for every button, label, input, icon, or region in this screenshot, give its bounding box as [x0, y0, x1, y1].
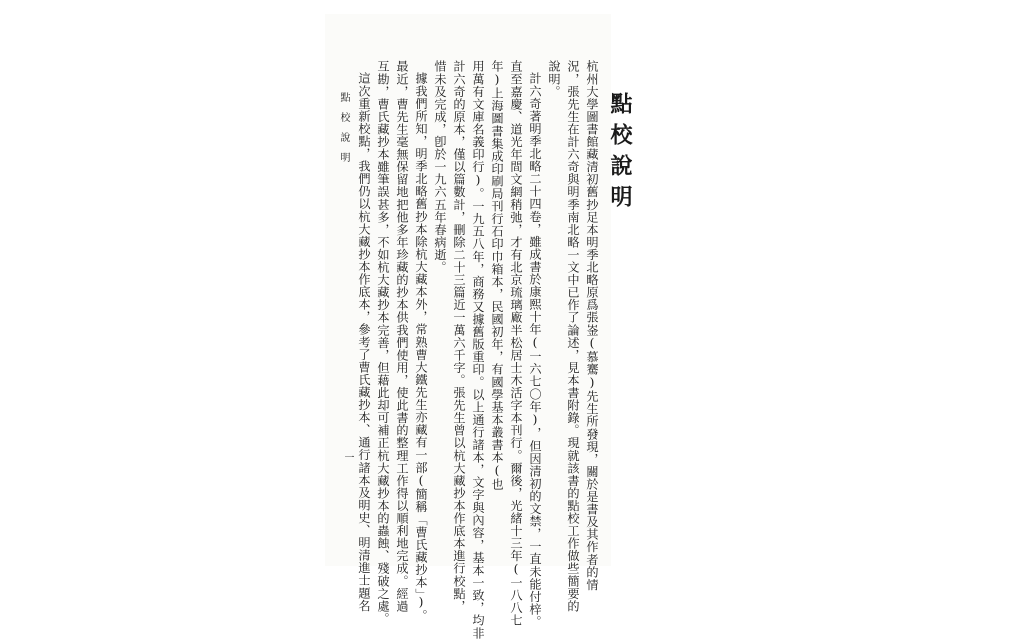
- text-line: 杭州大學圖書館藏清初舊抄足本明季北略原爲張崟(慕騫)先生所發現，關於是書及其作者的情: [585, 60, 599, 591]
- text-line: 這次重新校點，我們仍以杭大藏抄本作底本，參考了曹氏藏抄本、通行諸本及明史、明清進士題名: [357, 72, 371, 612]
- text-line: 況，張先生在計六奇與明季南北略一文中已作了論述，見本書附錄。現就該書的點校工作做些簡要的: [566, 60, 580, 613]
- text-line: 年)上海圖書集成印刷局刊行石印巾箱本，民國初年，有國學基本叢書本(也: [490, 60, 504, 491]
- text-line: 據我們所知，明季北略舊抄本除杭大藏本外，常熟曹大鐵先生亦藏有一部(簡稱「曹氏藏抄本」)。: [414, 72, 428, 622]
- text-line: 惜未及完成，卽於一九六五年春病逝。: [433, 60, 447, 274]
- text-line: 最近，曹先生毫無保留地把他多年珍藏的抄本供我們使用，使此書的整理工作得以順利地完成。經過: [395, 60, 409, 613]
- text-line: 互勘，曹氏藏抄本雖筆誤甚多，不如杭大藏抄本完善，但藉此却可補正杭大藏抄本的蟲蝕、殘破之處。: [376, 60, 390, 625]
- text-line: 計六奇的原本，僅以篇數計，刪除二十三篇近一萬六千字。張先生曾以杭大藏抄本作底本進行校點，: [452, 60, 466, 613]
- text-line: 計六奇著明季北略二十四卷，雖成書於康熙十年(一六七〇年)，但因清初的文禁，一直未能付梓。: [528, 72, 542, 628]
- text-line: 用萬有文庫名義印行)。一九五八年，商務又據舊版重印。以上通行諸本，文字與內容，基本一致，均非: [471, 60, 485, 639]
- page-number: 一: [342, 452, 353, 462]
- text-line: 直至嘉慶、道光年間文網稍弛，才有北京琉璃廠半松居士木活字本刊行。爾後，光緒十三年(一八八七: [509, 60, 523, 627]
- text-line: 說明。: [547, 60, 561, 98]
- page-title: 點校說明: [607, 92, 633, 216]
- running-header: 點校說明: [338, 92, 349, 172]
